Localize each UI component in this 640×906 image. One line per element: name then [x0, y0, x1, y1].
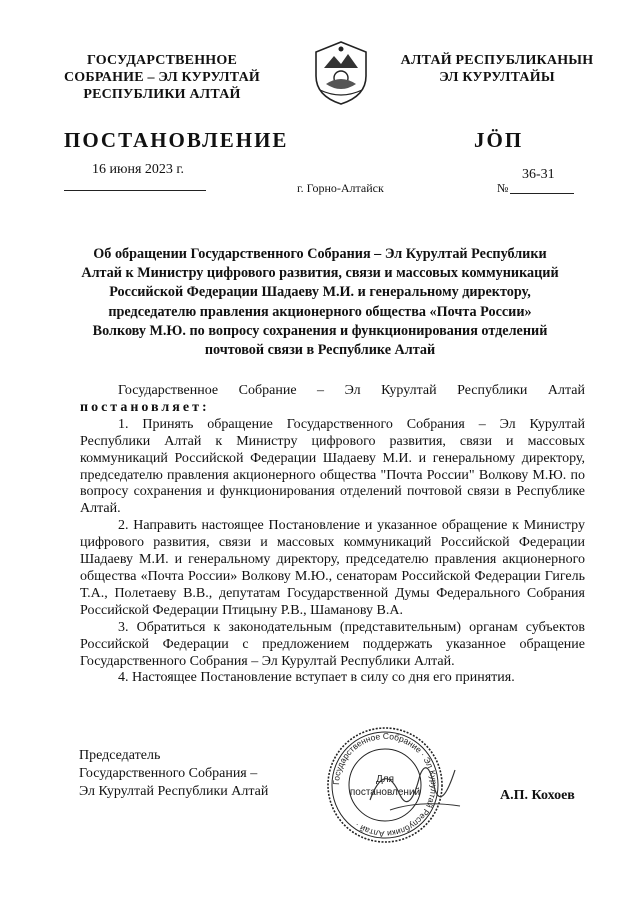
- signature-line: Государственного Собрания –: [79, 766, 258, 781]
- body-decides: постановляет:: [80, 399, 210, 415]
- doc-number: 36-31: [522, 167, 555, 182]
- body-item: 4. Настоящее Постановление вступает в силу со дня его принятия.: [118, 670, 515, 686]
- signature-line: Председатель: [79, 748, 161, 763]
- body-item: 2. Направить настоящее Постановление и указанное обращение к Министру цифрового развития, связи и массовых коммуникаций Российской Федерации Шадаеву М.И. и генеральному директору, председателю правления акционерного общества «Почта России» Волкову М.Ю., сенаторам Российской Федерации Гигель Т.А., Полетаеву В.В., депутатам Государственной Думы Федерального Собрания Российской Федерации Птицыну Р.В., Шаманову В.А.: [80, 518, 585, 618]
- signer-name: А.П. Кохоев: [500, 788, 575, 803]
- doc-type-right: JÖП: [474, 128, 524, 152]
- body-intro: Государственное Собрание – Эл Курултай Республики Алтай: [118, 383, 585, 398]
- doc-body: [80, 383, 585, 687]
- body-item: 3. Обратиться к законодательным (представительным) органам субъектов Российской Федерации с предложением поддержать указанное обращение Государственного Собрания – Эл Курултай Республики Алтай.: [80, 619, 585, 669]
- stamp-ring-text: Государственное Собрание · Эл Курултай Республики Алтай ·: [330, 730, 440, 840]
- doc-date: 16 июня 2023 г.: [92, 162, 185, 177]
- number-underline: [510, 193, 574, 194]
- stamp-center-line2: постановлений: [349, 787, 421, 798]
- doc-subject: Об обращении Государственного Собрания – Эл Курултай Республики Алтай к Министру цифрового развития, связи и массовых коммуникаций Российской Федерации Шадаеву М.И. и генеральному директору, председателю правления акционерного общества «Почта России» Волкову М.Ю. по вопросу сохранения и функционирования отделений почтовой связи в Республике Алтай: [81, 246, 559, 359]
- doc-type-left: ПОСТАНОВЛЕНИЕ: [64, 128, 289, 152]
- signature-line: Эл Курултай Республики Алтай: [79, 784, 269, 799]
- header-right: [392, 52, 602, 86]
- stamp-center-line1: Для: [375, 774, 395, 785]
- header-left-line: РЕСПУБЛИКИ АЛТАЙ: [83, 87, 241, 102]
- header-left-line: СОБРАНИЕ – ЭЛ КУРУЛТАЙ: [63, 70, 261, 85]
- signature-block: [79, 747, 268, 801]
- coat-of-arms-icon: [306, 38, 376, 108]
- header-right-line: ЭЛ КУРУЛТАЙЫ: [439, 70, 555, 85]
- header-right-line: АЛТАЙ РЕСПУБЛИКАНЫН: [400, 53, 594, 68]
- doc-place: г. Горно-Алтайск: [297, 181, 384, 195]
- date-underline: [64, 190, 206, 191]
- handwritten-signature: [360, 740, 470, 830]
- number-label: №: [497, 181, 509, 195]
- header-left: [62, 52, 262, 103]
- header-left-line: ГОСУДАРСТВЕННОЕ: [87, 53, 237, 68]
- body-item: 1. Принять обращение Государственного Собрания – Эл Курултай Республики Алтай к Министру цифрового развития, связи и массовых коммуникаций Российской Федерации Шадаеву М.И. и генеральному директору, председателю правления акционерного общества "Почта России" Волкову М.Ю. по вопросу сохранения и функционирования отделений почтовой связи в Республике Алтай.: [80, 416, 585, 517]
